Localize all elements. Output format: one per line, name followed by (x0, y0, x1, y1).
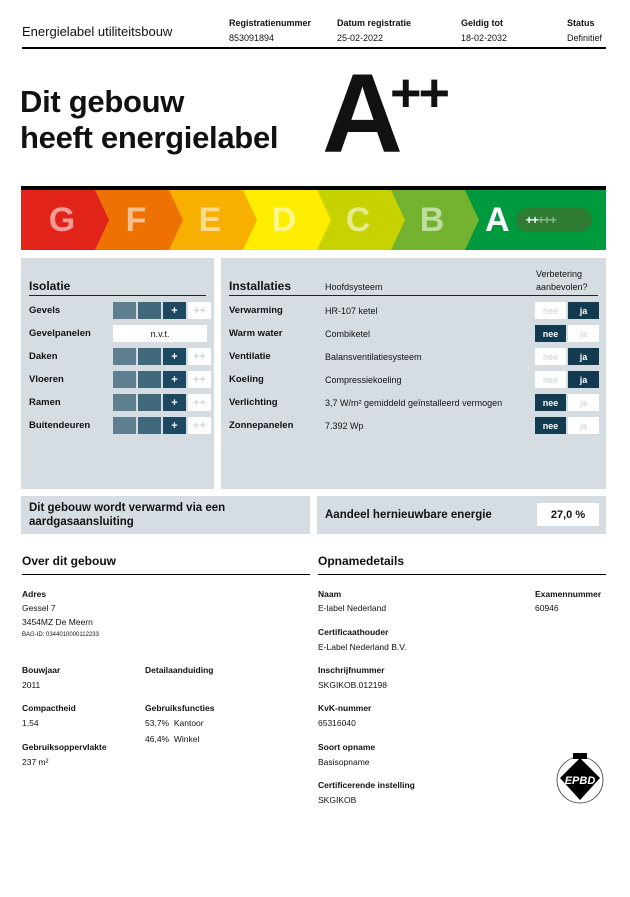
function-row-2 (145, 733, 199, 746)
improvement-ja: ja (568, 348, 599, 365)
heating-note: Dit gebouw wordt verwarmd via een aardgasaansluiting (29, 502, 226, 528)
improvement-nee: nee (535, 371, 566, 388)
headline (20, 84, 278, 156)
improvement-header: Verbetering aanbevolen? (536, 269, 588, 292)
installation-row-label: Verlichting (229, 397, 278, 408)
insulation-meter (113, 371, 211, 388)
function-row-1 (145, 717, 204, 730)
active-class-plus-indicator (516, 208, 592, 232)
survey-section-title: Opnamedetails (318, 554, 405, 568)
improvement-recommended (535, 325, 599, 342)
improvement-recommended (535, 302, 599, 319)
scale-class-letter: E (198, 200, 222, 239)
improvement-nee: nee (535, 325, 566, 342)
function-1-pct: 53,7% (145, 718, 170, 728)
registration-date-value: 25-02-2022 (337, 33, 384, 43)
scale-class-letter: F (125, 200, 147, 239)
scale-arrow (317, 190, 331, 250)
insulation-row-label: Gevels (29, 305, 61, 316)
scale-arrow (169, 190, 183, 250)
improvement-ja: ja (568, 371, 599, 388)
improvement-ja: ja (568, 302, 599, 319)
renewable-label: Aandeel hernieuwbare energie (325, 509, 492, 521)
plus-achieved: ++ (525, 213, 538, 227)
status-label: Status (567, 18, 595, 28)
address-line-2: 3454MZ De Meern (22, 617, 93, 627)
survey-type: Basisopname (318, 757, 370, 767)
epbd-logo-text: EPBD (564, 775, 596, 787)
insulation-meter-cell (138, 371, 161, 388)
registration-date (337, 18, 411, 43)
insulation-row-label: Vloeren (29, 374, 64, 385)
address-line-1: Gessel 7 (22, 603, 56, 613)
scale-class-letter: A (485, 200, 510, 239)
insulation-meter (113, 348, 211, 365)
exam-number-label: Examennummer (535, 589, 602, 599)
registration-date-label: Datum registratie (337, 18, 412, 28)
plus-not-achieved: +++ (537, 213, 556, 227)
insulation-panel (21, 258, 214, 489)
status-value: Definitief (567, 33, 603, 43)
headline-line-2: heeft energielabel (20, 120, 279, 155)
name-label: Naam (318, 589, 342, 599)
insulation-row-label: Daken (29, 351, 58, 362)
renewable-box (317, 496, 606, 534)
certifying-body: SKGIKOB (318, 795, 357, 805)
scale-class-letter: D (271, 200, 297, 239)
installation-system: Compressiekoeling (325, 375, 402, 385)
insulation-row-label: Gevelpanelen (29, 328, 91, 339)
function-2-name: Winkel (173, 734, 200, 744)
insulation-row-label: Ramen (29, 397, 61, 408)
insulation-not-applicable: n.v.t. (113, 325, 207, 342)
scale-arrow (465, 190, 479, 250)
heating-note-box (21, 496, 310, 534)
exam-number: 60946 (535, 603, 559, 613)
insulation-meter-cell: + (163, 371, 186, 388)
improvement-nee: nee (535, 302, 566, 319)
header-divider (22, 47, 606, 49)
insulation-meter-cell (113, 394, 136, 411)
improvement-nee: nee (535, 348, 566, 365)
document-type-title: Energielabel utiliteitsbouw (22, 24, 173, 39)
insulation-meter-cell (113, 417, 136, 434)
insulation-meter-cell (113, 348, 136, 365)
insulation-meter (113, 417, 211, 434)
installation-system: HR-107 ketel (325, 306, 378, 316)
improvement-ja: ja (568, 417, 599, 434)
insulation-meter-cell: + (163, 394, 186, 411)
scale-class-a (465, 190, 606, 250)
valid-until-value: 18-02-2032 (461, 33, 508, 43)
installation-row-label: Ventilatie (229, 351, 271, 362)
installation-row-label: Verwarming (229, 305, 283, 316)
headline-line-1: Dit gebouw (20, 84, 185, 119)
certificate-holder: E-Label Nederland B.V. (318, 642, 407, 652)
status (567, 18, 602, 43)
installation-row-label: Warm water (229, 328, 283, 339)
valid-until-label: Geldig tot (461, 18, 503, 28)
construction-year: 2011 (22, 680, 41, 690)
improvement-recommended (535, 371, 599, 388)
floor-area: 237 m² (22, 757, 49, 767)
insulation-meter-cell: ++ (188, 348, 211, 365)
improvement-recommended (535, 394, 599, 411)
insulation-divider (29, 295, 206, 296)
improvement-recommended (535, 348, 599, 365)
insulation-meter-cell (138, 302, 161, 319)
registration-number-label: Registratienummer (229, 18, 312, 28)
installations-panel (221, 258, 606, 489)
scale-class-g (21, 190, 95, 250)
certificate-holder-label: Certificaathouder (318, 627, 389, 637)
registration-number (229, 18, 311, 43)
installation-system: 3,7 W/m² gemiddeld geïnstalleerd vermogen (325, 398, 503, 408)
survey-section-divider (318, 574, 606, 575)
insulation-title: Isolatie (29, 279, 71, 293)
insulation-meter (113, 302, 211, 319)
energy-label-letter: A (322, 51, 401, 176)
valid-until (461, 18, 507, 43)
building-section-divider (22, 574, 310, 575)
improvement-ja: ja (568, 394, 599, 411)
main-system-header: Hoofdsysteem (325, 282, 383, 292)
improvement-nee: nee (535, 394, 566, 411)
insulation-meter (113, 394, 211, 411)
insulation-meter-cell: ++ (188, 371, 211, 388)
insulation-meter-cell: ++ (188, 302, 211, 319)
insulation-meter-cell: + (163, 302, 186, 319)
name-value: E-label Nederland (318, 603, 387, 613)
installation-row-label: Zonnepanelen (229, 420, 294, 431)
energy-label-scale (21, 186, 606, 250)
scale-arrow (391, 190, 405, 250)
functions-label: Gebruiksfuncties (145, 703, 215, 713)
improvement-nee: nee (535, 417, 566, 434)
floor-area-label: Gebruiksoppervlakte (22, 742, 107, 752)
installation-row-label: Koeling (229, 374, 264, 385)
scale-arrow (243, 190, 257, 250)
bag-id: BAG-ID: 0344010000112233 (22, 632, 99, 638)
energy-label-plus: ++ (390, 63, 448, 123)
function-1-name: Kantoor (173, 718, 204, 728)
installations-divider (229, 295, 598, 296)
installation-system: 7.392 Wp (325, 421, 364, 431)
kvk-number: 65316040 (318, 718, 356, 728)
insulation-meter-cell (138, 417, 161, 434)
registration-no: SKGIKOB.012198 (318, 680, 387, 690)
kvk-label: KvK-nummer (318, 703, 372, 713)
construction-year-label: Bouwjaar (22, 665, 61, 675)
scale-class-letter: B (419, 200, 445, 239)
building-section-title: Over dit gebouw (22, 554, 117, 568)
insulation-meter-cell (113, 371, 136, 388)
function-2-pct: 46,4% (145, 734, 170, 744)
insulation-row-label: Buitendeuren (29, 420, 91, 431)
insulation-meter-cell: ++ (188, 417, 211, 434)
detail-label: Detailaanduiding (145, 665, 214, 675)
registration-number-value: 853091894 (229, 33, 275, 43)
insulation-meter-cell: ++ (188, 394, 211, 411)
installation-system: Combiketel (325, 329, 371, 339)
improvement-ja: ja (568, 325, 599, 342)
installation-system: Balansventilatiesysteem (325, 352, 422, 362)
renewable-value: 27,0 % (537, 503, 599, 526)
insulation-meter-cell: + (163, 348, 186, 365)
insulation-meter-cell (138, 394, 161, 411)
scale-arrow (95, 190, 109, 250)
epbd-logo-icon (554, 750, 606, 810)
compactness: 1,54 (22, 718, 39, 728)
certifying-body-label: Certificerende instelling (318, 780, 415, 790)
scale-class-letter: G (48, 200, 76, 239)
insulation-meter-cell (113, 302, 136, 319)
insulation-meter-cell: + (163, 417, 186, 434)
scale-class-letter: C (345, 200, 371, 239)
improvement-recommended (535, 417, 599, 434)
survey-type-label: Soort opname (318, 742, 376, 752)
compactness-label: Compactheid (22, 703, 76, 713)
registration-no-label: Inschrijfnummer (318, 665, 385, 675)
address-label: Adres (22, 589, 47, 599)
installations-title: Installaties (229, 279, 292, 293)
insulation-meter-cell (138, 348, 161, 365)
